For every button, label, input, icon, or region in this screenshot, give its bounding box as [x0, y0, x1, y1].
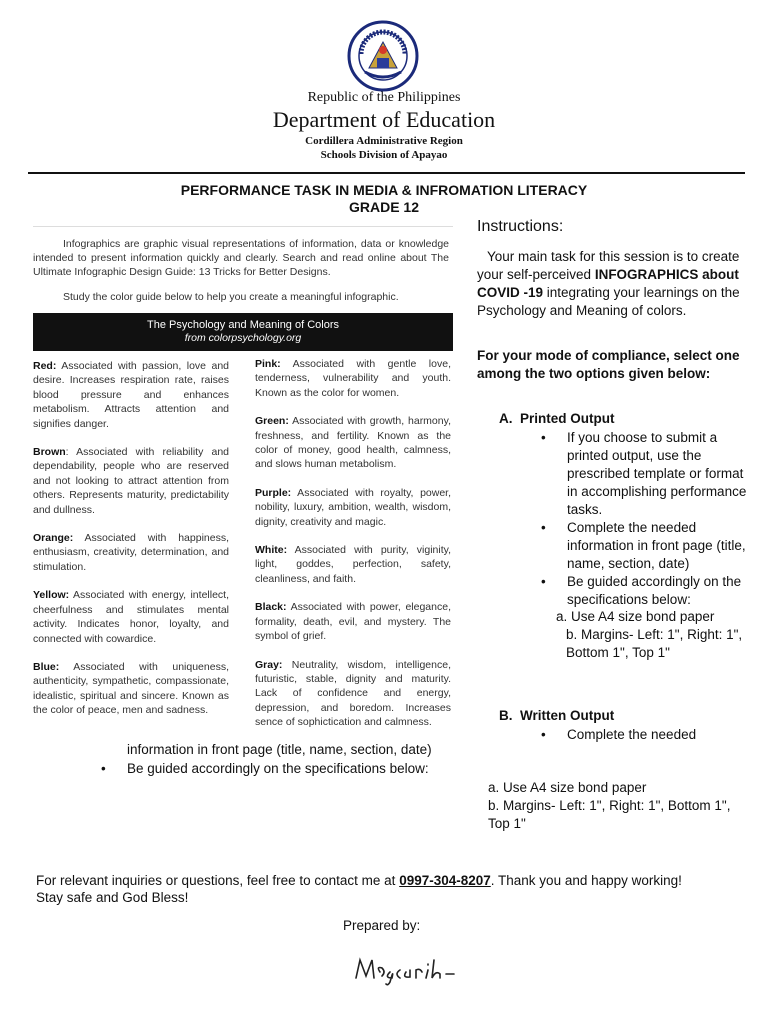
phone-number[interactable]: 0997-304-8207: [399, 873, 491, 888]
department-name: Department of Education: [272, 107, 496, 132]
prepared-by-label: Prepared by:: [343, 918, 421, 933]
colors-left-column: [33, 359, 229, 732]
option-a-title: A. Printed Output: [499, 411, 615, 426]
option-a-bullet-3: Be guided accordingly on the specifications below:: [567, 574, 742, 607]
option-b-title: B. Written Output: [499, 708, 615, 723]
color-entry-white: White: Associated with purity, viginity, light, goddes, perfection, safety, cleanliness, and faith.: [255, 544, 451, 585]
option-b-bullet-1: Complete the needed: [567, 727, 697, 742]
color-entry-gray: Gray: Neutrality, wisdom, intelligence, futuristic, stable, dignity and maturity. Lack of confidence and energy, depression, and boredom. Increases sence of sophictication and calmness.: [255, 658, 451, 729]
division-name: Schools Division of Apayao: [320, 149, 448, 161]
option-a-bullet-2: Complete the needed information in front page (title, name, section, date): [567, 520, 746, 571]
compliance-text: For your mode of compliance, select one among the two options given below:: [477, 348, 740, 381]
color-entry-orange: Orange: Associated with happiness, enthusiasm, creativity, determination, and stimulation.: [33, 532, 229, 573]
color-entry-purple: Purple: Associated with royalty, power, nobility, luxury, ambition, wealth, wisdom, dignity, creativity and magic.: [255, 486, 451, 528]
colors-right-column: [255, 357, 451, 744]
main-task-text: Your main task for this session is to create your self-perceived INFOGRAPHICS about COVID -19 integrating your learnings on the Psychology and Meaning of colors.: [477, 249, 740, 318]
instructions-heading: Instructions:: [477, 218, 564, 235]
overflow-line-1: information in front page (title, name, section, date): [127, 742, 432, 757]
color-guide-image: [33, 226, 453, 742]
color-entry-yellow: Yellow: Associated with energy, intellect, cheerfulness and stimulates mental activity. Indicates honor, loyalty, and connected with cowardice.: [33, 589, 229, 645]
color-entry-blue: Blue: Associated with uniqueness, authenticity, sympathetic, compassionate, idealistic, spiritual and sincere. Known as the color of peace, men and sadness.: [33, 660, 229, 717]
banner-title: The Psychology and Meaning of Colors: [147, 319, 339, 331]
color-entry-green: Green: Associated with growth, harmony, freshness, and fertility. Known as the color of money, good health, calmness, and slows human metabolism.: [255, 415, 451, 471]
option-a-bullet-1: If you choose to submit a printed output, use the prescribed template or format in accomplishing performance tasks.: [567, 430, 747, 517]
study-instruction: Study the color guide below to help you create a meaningful infographic.: [63, 291, 399, 303]
overflow-line-2: Be guided accordingly on the specifications below:: [127, 761, 429, 776]
option-a-spec-2: b. Margins- Left: 1", Right: 1", Bottom 1", Top 1": [566, 627, 743, 660]
color-entry-black: Black: Associated with power, elegance, formality, death, evil, and mystery. The symbol of grief.: [255, 601, 451, 643]
grade-level: GRADE 12: [348, 199, 420, 215]
infographic-intro: Infographics are graphic visual representations of information, data or knowledge intended to present information quickly and clearly. Search and read online about The Ultimate Infographic Design Guide: 13 Tricks for Better Designs.: [33, 238, 449, 278]
task-title: PERFORMANCE TASK IN MEDIA & INFROMATION LITERACY: [180, 182, 588, 198]
deped-seal-logo: [347, 20, 419, 92]
option-a-spec-1: a. Use A4 size bond paper: [556, 609, 715, 624]
banner-source: from colorpsychology.org: [184, 332, 302, 344]
republic-line: Republic of the Philippines: [307, 90, 461, 105]
region-name: Cordillera Administrative Region: [305, 135, 463, 147]
header-divider: [28, 172, 745, 174]
color-entry-pink: Pink: Associated with gentle love, tenderness, vulnerability and youth. Known as the color for women.: [255, 358, 451, 399]
color-entry-brown: Brown: Associated with reliability and dependability, people who are reserved and not looking to attract attention from others. Represents maturity, predictability and dullness.: [33, 446, 229, 516]
contact-line: For relevant inquiries or questions, feel free to contact me at 0997-304-8207. Thank you and happy working!: [36, 873, 682, 888]
handwritten-signature: [350, 948, 460, 988]
color-entry-red: Red: Associated with passion, love and desire. Increases respiration rate, raises blood pressure and enhances metabolism. Attracts attention and signifies danger.: [33, 360, 229, 430]
color-guide-banner: [33, 313, 453, 351]
option-b-spec-1: a. Use A4 size bond paper: [488, 780, 647, 795]
closing-line: Stay safe and God Bless!: [36, 890, 189, 905]
option-b-spec-2: b. Margins- Left: 1", Right: 1", Bottom 1", Top 1": [488, 798, 731, 831]
